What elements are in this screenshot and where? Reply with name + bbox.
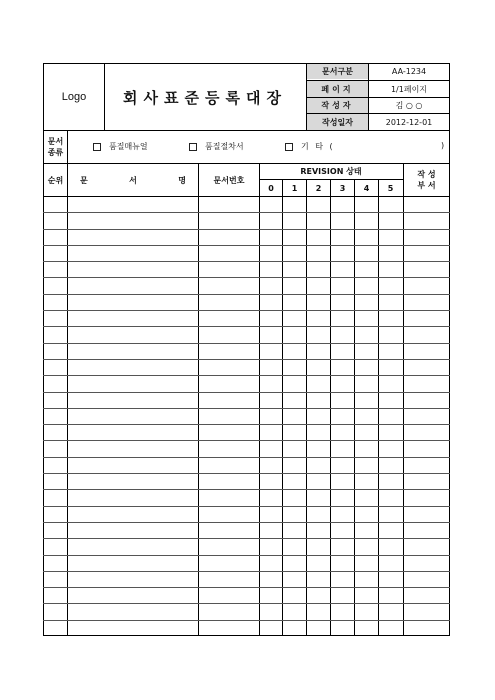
table-row[interactable] bbox=[44, 246, 449, 261]
table-row[interactable] bbox=[44, 474, 449, 489]
table-row[interactable] bbox=[44, 376, 449, 391]
col-header-author-dept bbox=[404, 164, 449, 196]
table-row[interactable] bbox=[44, 311, 449, 326]
table-row[interactable] bbox=[44, 230, 449, 245]
info-value-author: 김 ○ ○ bbox=[395, 101, 423, 110]
logo: Logo bbox=[61, 91, 87, 103]
table-row[interactable] bbox=[44, 344, 449, 359]
doc-type-other-close-paren: ) bbox=[441, 141, 445, 150]
info-label-page: 페이지 bbox=[307, 81, 368, 97]
revision-number: 3 bbox=[339, 183, 346, 193]
col-header-revision: REVISION 상태 bbox=[300, 167, 362, 176]
table-row[interactable] bbox=[44, 539, 449, 554]
col-header-author-dept-line2: 부 서 bbox=[417, 181, 436, 190]
revision-number: 5 bbox=[387, 183, 394, 193]
table-row[interactable] bbox=[44, 360, 449, 375]
info-label-author: 작성자 bbox=[307, 98, 368, 113]
table-row[interactable] bbox=[44, 490, 449, 505]
table-row[interactable] bbox=[44, 588, 449, 603]
col-header-doc-name-char: 명 bbox=[178, 175, 186, 185]
table-row[interactable] bbox=[44, 572, 449, 587]
info-label-doc-class: 문서구분 bbox=[307, 64, 368, 79]
table-row[interactable] bbox=[44, 621, 449, 636]
col-header-doc-name-char: 서 bbox=[129, 175, 137, 185]
checkbox-icon[interactable] bbox=[93, 143, 101, 151]
revision-number: 0 bbox=[268, 183, 274, 193]
info-value-doc-class: AA-1234 bbox=[391, 67, 427, 76]
table-row[interactable] bbox=[44, 393, 449, 408]
info-value-page: 1/1페이지 bbox=[390, 84, 428, 94]
col-header-doc-number: 문서번호 bbox=[213, 175, 245, 185]
table-row[interactable] bbox=[44, 523, 449, 538]
table-row[interactable] bbox=[44, 409, 449, 424]
table-row[interactable] bbox=[44, 327, 449, 342]
col-header-doc-name-char: 문 bbox=[80, 175, 88, 185]
form-title: 회사표준등록대장 bbox=[123, 88, 287, 107]
doc-type-option-other[interactable] bbox=[285, 141, 335, 152]
table-row[interactable] bbox=[44, 295, 449, 310]
doc-type-label-line1: 문서 bbox=[47, 136, 64, 146]
doc-type-label-line2: 종류 bbox=[47, 147, 64, 157]
doc-type-option-quality-procedure[interactable] bbox=[189, 141, 244, 152]
checkbox-icon[interactable] bbox=[285, 143, 293, 151]
doc-type-label bbox=[44, 131, 67, 162]
table-row[interactable] bbox=[44, 604, 449, 619]
info-value-date: 2012-12-01 bbox=[385, 117, 433, 127]
col-header-doc-name bbox=[68, 164, 198, 196]
col-header-author-dept-line1: 작 성 bbox=[417, 170, 436, 179]
table-row[interactable] bbox=[44, 507, 449, 522]
revision-number: 4 bbox=[363, 183, 370, 193]
doc-type-option-label: 품질절차서 bbox=[205, 142, 244, 151]
revision-number: 2 bbox=[315, 183, 322, 193]
doc-type-option-label: 품질매뉴얼 bbox=[109, 142, 148, 151]
table-row[interactable] bbox=[44, 441, 449, 456]
table-row[interactable] bbox=[44, 425, 449, 440]
doc-type-option-quality-manual[interactable] bbox=[93, 141, 148, 152]
info-label-date: 작성일자 bbox=[307, 114, 368, 130]
table-row[interactable] bbox=[44, 213, 449, 228]
col-header-rank: 순위 bbox=[47, 175, 64, 185]
table-row[interactable] bbox=[44, 556, 449, 571]
revision-number: 1 bbox=[291, 183, 298, 193]
checkbox-icon[interactable] bbox=[189, 143, 197, 151]
table-row[interactable] bbox=[44, 278, 449, 293]
table-row[interactable] bbox=[44, 197, 449, 212]
doc-type-option-label: 기 타 ( bbox=[301, 142, 335, 151]
table-row[interactable] bbox=[44, 262, 449, 277]
table-row[interactable] bbox=[44, 458, 449, 473]
